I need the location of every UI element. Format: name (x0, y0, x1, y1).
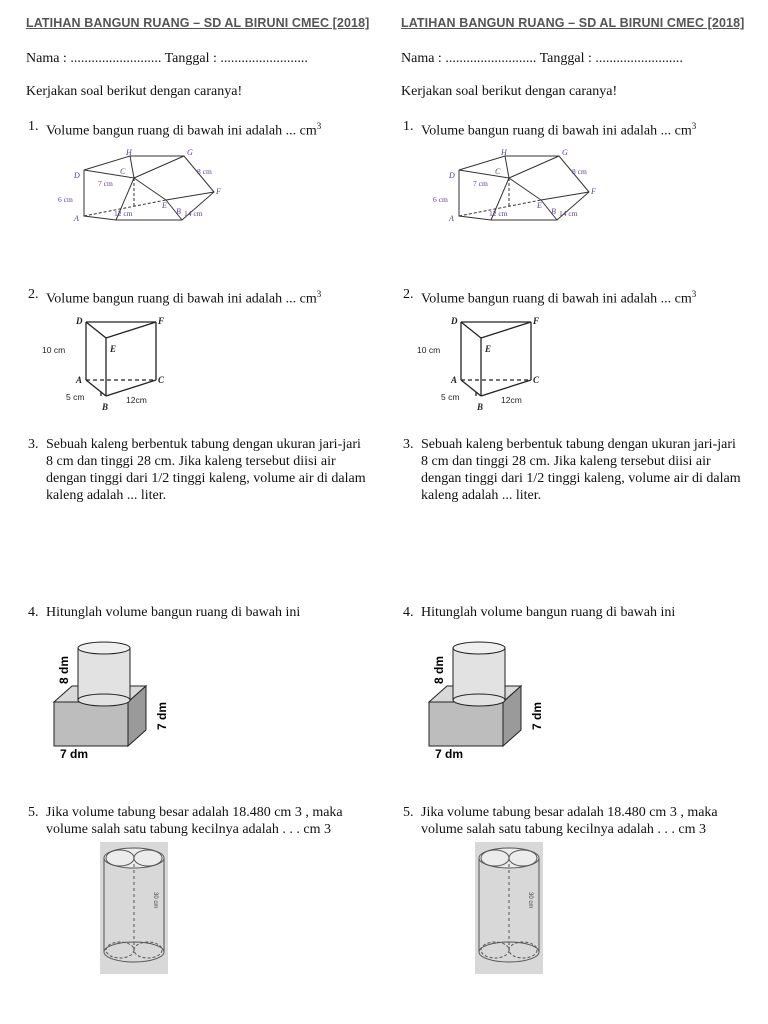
vertex-label-h: H (501, 148, 507, 157)
vertex-label-h: H (126, 148, 132, 157)
vertex-label-c: C (495, 167, 501, 176)
dim-cube-height: 7 dm (530, 701, 544, 730)
question-number: 5. (403, 805, 414, 820)
vertex-label-e: E (110, 344, 117, 354)
instruction-text: Kerjakan soal berikut dengan caranya! (26, 84, 243, 99)
vertex-label-b: B (551, 207, 556, 216)
vertex-label-a: A (449, 214, 454, 223)
question-text: Volume bangun ruang di bawah ini adalah ... $cm^3$ (421, 121, 697, 139)
question-5 (401, 804, 768, 838)
vertex-label-d: D (449, 171, 455, 180)
prism-figure-1 (429, 148, 629, 228)
question-4 (401, 604, 768, 621)
dim-tube-height: 30 cm (152, 892, 158, 909)
tube-figure (475, 842, 543, 974)
prism-figure-2 (413, 310, 563, 414)
vertex-label-d: D (74, 171, 80, 180)
dim-top: 7 cm (473, 179, 488, 188)
worksheet-column-left (26, 0, 398, 1024)
vertex-label-b: B (477, 402, 484, 412)
tube-figure (100, 842, 168, 974)
question-number: 3. (403, 437, 414, 452)
question-4 (26, 604, 398, 621)
question-text: Hitunglah volume bangun ruang di bawah ini (421, 605, 676, 620)
question-text: Volume bangun ruang di bawah ini adalah ... $cm^3$ (421, 289, 697, 307)
dim-slant: 8 cm (572, 167, 587, 176)
dim-cyl-height: 8 dm (57, 655, 71, 684)
question-text: Volume bangun ruang di bawah ini adalah ... $cm^3$ (46, 121, 322, 139)
vertex-label-d: D (76, 316, 83, 326)
worksheet-header: LATIHAN BANGUN RUANG – SD AL BIRUNI CMEC [2018] (401, 16, 745, 30)
dim-right: 12cm (126, 395, 147, 405)
instruction-text: Kerjakan soal berikut dengan caranya! (401, 84, 618, 99)
dim-height: 6 cm (433, 195, 448, 204)
question-number: 1. (28, 119, 39, 134)
dim-base: 12 cm (489, 209, 508, 218)
question-text: Sebuah kaleng berbentuk tabung dengan ukuran jari-jari 8 cm dan tinggi 28 cm. Jika kaleng tersebut diisi air dengan tinggi dari 1/2 tinggi kaleng, volume air di dalam kaleng adalah ... liter. (46, 437, 366, 503)
question-1 (401, 118, 768, 140)
question-text: Jika volume tabung besar adalah 18.480 cm 3 , maka volume salah satu tabung kecilnya adalah . . . cm 3 (46, 805, 343, 837)
question-1 (26, 118, 398, 140)
vertex-label-d: D (451, 316, 458, 326)
name-date-line: Nama : .......................... Tanggal : ......................... (401, 51, 683, 66)
dim-left: 5 cm (441, 392, 460, 402)
dim-cube-height: 7 dm (155, 701, 169, 730)
vertex-label-b: B (176, 207, 181, 216)
vertex-label-c: C (120, 167, 126, 176)
vertex-label-g: G (562, 148, 568, 157)
worksheet-header: LATIHAN BANGUN RUANG – SD AL BIRUNI CMEC [2018] (26, 16, 370, 30)
dim-height: 10 cm (42, 345, 66, 355)
vertex-label-c: C (158, 375, 165, 385)
dim-right: 14 cm (184, 209, 203, 218)
vertex-label-f: F (591, 187, 596, 196)
question-number: 3. (28, 437, 39, 452)
vertex-label-c: C (533, 375, 540, 385)
cylinder-on-cube-figure (46, 640, 186, 764)
vertex-label-a: A (74, 214, 79, 223)
question-3 (26, 436, 398, 504)
dim-left: 5 cm (66, 392, 85, 402)
question-number: 1. (403, 119, 414, 134)
question-number: 4. (28, 605, 39, 620)
name-date-line: Nama : .......................... Tanggal : ......................... (26, 51, 308, 66)
vertex-label-e: E (537, 201, 542, 210)
vertex-label-b: B (102, 402, 109, 412)
question-text: Sebuah kaleng berbentuk tabung dengan ukuran jari-jari 8 cm dan tinggi 28 cm. Jika kaleng tersebut diisi air dengan tinggi dari 1/2 tinggi kaleng, volume air di dalam kaleng adalah ... liter. (421, 437, 741, 503)
cylinder-on-cube-figure (421, 640, 561, 764)
dim-right: 12cm (501, 395, 522, 405)
vertex-label-g: G (187, 148, 193, 157)
vertex-label-f: F (533, 316, 540, 326)
vertex-label-a: A (76, 375, 83, 385)
question-number: 2. (28, 287, 39, 302)
worksheet-column-right (401, 0, 768, 1024)
dim-cyl-height: 8 dm (432, 655, 446, 684)
vertex-label-a: A (451, 375, 458, 385)
dim-cube-width: 7 dm (435, 747, 464, 761)
question-2 (401, 286, 768, 308)
question-text: Jika volume tabung besar adalah 18.480 cm 3 , maka volume salah satu tabung kecilnya adalah . . . cm 3 (421, 805, 718, 837)
dim-right: 14 cm (559, 209, 578, 218)
question-number: 5. (28, 805, 39, 820)
vertex-label-f: F (158, 316, 165, 326)
dim-height: 10 cm (417, 345, 441, 355)
vertex-label-e: E (162, 201, 167, 210)
question-3 (401, 436, 768, 504)
question-text: Volume bangun ruang di bawah ini adalah ... $cm^3$ (46, 289, 322, 307)
dim-tube-height: 30 cm (527, 892, 533, 909)
prism-figure-2 (38, 310, 188, 414)
dim-slant: 8 cm (197, 167, 212, 176)
question-5 (26, 804, 398, 838)
question-text: Hitunglah volume bangun ruang di bawah ini (46, 605, 301, 620)
dim-cube-width: 7 dm (60, 747, 89, 761)
dim-base: 12 cm (114, 209, 133, 218)
question-number: 2. (403, 287, 414, 302)
dim-height: 6 cm (58, 195, 73, 204)
vertex-label-e: E (485, 344, 492, 354)
question-number: 4. (403, 605, 414, 620)
vertex-label-f: F (216, 187, 221, 196)
prism-figure-1 (54, 148, 254, 228)
question-2 (26, 286, 398, 308)
dim-top: 7 cm (98, 179, 113, 188)
